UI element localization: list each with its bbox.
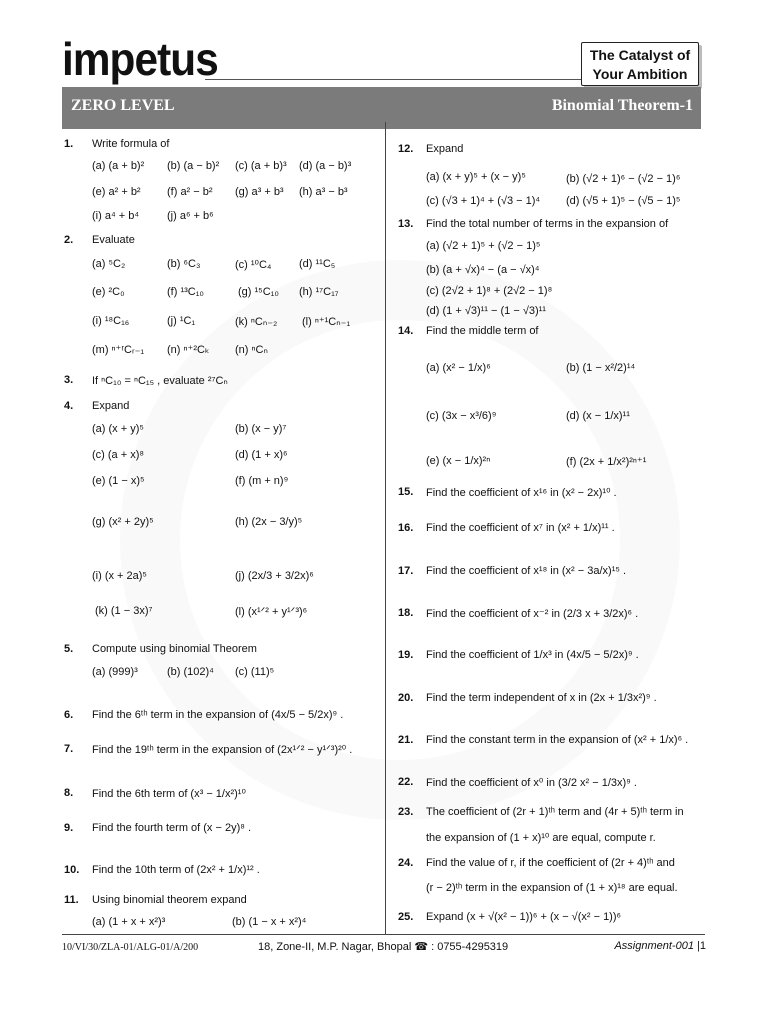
question-option: (a) (√2 + 1)⁵ + (√2 − 1)⁵	[426, 240, 541, 252]
question-option: (b) (x − y)⁷	[235, 423, 287, 435]
question-option: (k) (1 − 3x)⁷	[95, 605, 153, 617]
impetus-logo: impetus	[62, 33, 218, 85]
question-text: Find the constant term in the expansion of (x² + 1/x)⁶ .	[426, 734, 689, 746]
question-option: (d) (√5 + 1)⁵ − (√5 − 1)⁵	[566, 195, 681, 207]
question-text: Find the 6ᵗʰ term in the expansion of (4x/5 − 5/2x)⁹ .	[92, 709, 344, 721]
question-option: (h) a³ − b³	[299, 186, 348, 198]
question-text: Find the fourth term of (x − 2y)⁸ .	[92, 822, 252, 834]
question-option: (b) (a − b)²	[167, 160, 220, 172]
question-option: (h) (2x − 3/y)⁵	[235, 516, 303, 528]
question-option: (g) a³ + b³	[235, 186, 284, 198]
question-option: (f) ¹³C₁₀	[167, 286, 204, 298]
question-text: Expand	[426, 143, 464, 155]
question-number: 16.	[398, 522, 414, 534]
question-option: (m) ⁿ⁺ʳCᵣ₋₁	[92, 344, 145, 356]
question-option: (a) (x² − 1/x)⁶	[426, 362, 491, 374]
question-number: 22.	[398, 776, 414, 788]
footer-rule	[62, 934, 705, 935]
question-option: (b) ⁶C₃	[167, 258, 201, 270]
question-option: (a) (x + y)⁵ + (x − y)⁵	[426, 171, 526, 183]
page-number: |1	[697, 940, 706, 952]
question-option: (a) (1 + x + x²)³	[92, 916, 166, 928]
question-option: (f) (2x + 1/x²)²ⁿ⁺¹	[566, 456, 647, 468]
question-text: Find the 10th term of (2x² + 1/x)¹² .	[92, 864, 260, 876]
question-option: (c) ¹⁰C₄	[235, 259, 272, 271]
tagline-line-1: The Catalyst of	[589, 47, 691, 63]
question-number: 15.	[398, 486, 414, 498]
question-number: 12.	[398, 143, 414, 155]
question-option: (c) (a + x)⁸	[92, 449, 145, 461]
question-number: 23.	[398, 806, 414, 818]
question-text: Expand	[92, 400, 130, 412]
question-option: (i) a⁴ + b⁴	[92, 210, 140, 222]
question-text: Expand (x + √(x² − 1))⁶ + (x − √(x² − 1))⁶	[426, 911, 622, 923]
question-text: Find the coefficient of x¹⁶ in (x² − 2x)¹⁰ .	[426, 487, 617, 499]
question-number: 13.	[398, 218, 414, 230]
question-option: (l) (x¹ᐟ² + y¹ᐟ³)⁶	[235, 606, 308, 618]
question-number: 1.	[64, 138, 74, 150]
question-option: (b) (√2 + 1)⁶ − (√2 − 1)⁶	[566, 173, 681, 185]
question-option: (n) ⁿCₙ	[235, 344, 268, 356]
question-option: (c) (11)⁵	[235, 666, 275, 678]
question-text: the expansion of (1 + x)¹⁰ are equal, compute r.	[426, 832, 656, 844]
question-option: (d) (1 + √3)¹¹ − (1 − √3)¹¹	[426, 305, 546, 317]
question-text: Find the 19ᵗʰ term in the expansion of (2x¹ᐟ² − y¹ᐟ³)²⁰ .	[92, 744, 353, 756]
question-option: (k) ⁿCₙ₋₂	[235, 316, 278, 328]
question-option: (h) ¹⁷C₁₇	[299, 286, 339, 298]
tagline-line-2: Your Ambition	[592, 66, 688, 82]
tagline-box	[581, 42, 699, 86]
question-option: (e) ²C₀	[92, 286, 125, 298]
question-option: (b) (102)⁴	[167, 666, 214, 678]
question-option: (b) (a + √x)⁴ − (a − √x)⁴	[426, 264, 540, 276]
question-number: 24.	[398, 857, 414, 869]
question-text: (r − 2)ᵗʰ term in the expansion of (1 + x)¹⁸ are equal.	[426, 882, 678, 894]
question-option: (l) ⁿ⁺¹Cₙ₋₁	[302, 316, 351, 328]
question-option: (d) (1 + x)⁶	[235, 449, 288, 461]
question-option: (i) ¹⁸C₁₆	[92, 315, 130, 327]
question-option: (c) (√3 + 1)⁴ + (√3 − 1)⁴	[426, 195, 541, 207]
question-text: Find the middle term of	[426, 325, 539, 337]
question-option: (a) (a + b)²	[92, 160, 145, 172]
question-option: (b) (1 − x²/2)¹⁴	[566, 362, 636, 374]
question-option: (a) (999)³	[92, 666, 138, 678]
question-option: (j) ¹C₁	[167, 315, 196, 327]
question-text: Find the coefficient of x⁰ in (3/2 x² − 1/3x)⁹ .	[426, 777, 637, 789]
title-banner	[62, 87, 701, 129]
question-option: (c) (3x − x³/6)⁹	[426, 410, 497, 422]
question-option: (d) (x − 1/x)¹¹	[566, 410, 630, 422]
question-text: Find the total number of terms in the expansion of	[426, 218, 669, 230]
question-option: (c) (a + b)³	[235, 160, 287, 172]
assignment-number: Assignment-001	[614, 940, 694, 952]
question-text: Find the term independent of x in (2x + 1/3x²)⁹ .	[426, 692, 657, 704]
level-label: ZERO LEVEL	[71, 97, 175, 114]
question-number: 3.	[64, 374, 74, 386]
question-option: (b) (1 − x + x²)⁴	[232, 916, 307, 928]
question-option: (f) (m + n)⁹	[235, 475, 289, 487]
question-option: (d) ¹¹C₅	[299, 258, 336, 270]
question-number: 11.	[64, 894, 79, 906]
question-option: (d) (a − b)³	[299, 160, 352, 172]
question-number: 21.	[398, 734, 414, 746]
question-option: (g) (x² + 2y)⁵	[92, 516, 154, 528]
question-option: (f) a² − b²	[167, 186, 213, 198]
question-option: (e) a² + b²	[92, 186, 141, 198]
question-option: (e) (x − 1/x)²ⁿ	[426, 455, 491, 467]
question-number: 19.	[398, 649, 414, 661]
question-number: 20.	[398, 692, 414, 704]
question-text: Find the coefficient of x⁻² in (2/3 x + 3/2x)⁶ .	[426, 608, 639, 620]
question-number: 4.	[64, 400, 74, 412]
question-option: (j) (2x/3 + 3/2x)⁶	[235, 570, 314, 582]
document-code: 10/VI/30/ZLA-01/ALG-01/A/200	[62, 942, 199, 953]
question-number: 18.	[398, 607, 414, 619]
question-text: Find the coefficient of 1/x³ in (4x/5 − 5/2x)⁹ .	[426, 649, 639, 661]
question-text: The coefficient of (2r + 1)ᵗʰ term and (4r + 5)ᵗʰ term in	[426, 806, 684, 818]
question-text: Evaluate	[92, 234, 135, 246]
assignment-label	[614, 940, 706, 952]
question-option: (g) ¹⁵C₁₀	[238, 286, 279, 298]
question-number: 8.	[64, 787, 74, 799]
question-number: 5.	[64, 643, 74, 655]
footer-address: 18, Zone-II, M.P. Nagar, Bhopal ☎ : 0755-4295319	[258, 941, 509, 953]
question-number: 25.	[398, 911, 414, 923]
question-option: (a) ⁵C₂	[92, 258, 126, 270]
question-number: 6.	[64, 709, 74, 721]
column-divider	[385, 122, 386, 934]
question-option: (n) ⁿ⁺²Cₖ	[167, 344, 210, 356]
question-number: 2.	[64, 234, 74, 246]
question-option: (c) (2√2 + 1)⁸ + (2√2 − 1)⁸	[426, 285, 553, 297]
question-text: Compute using binomial Theorem	[92, 643, 257, 655]
question-text: Find the value of r, if the coefficient of (2r + 4)ᵗʰ and	[426, 857, 675, 869]
question-text: Write formula of	[92, 138, 170, 150]
question-option: (i) (x + 2a)⁵	[92, 570, 147, 582]
question-option: (e) (1 − x)⁵	[92, 475, 145, 487]
question-number: 7.	[64, 743, 74, 755]
question-text: Find the coefficient of x¹⁸ in (x² − 3a/x)¹⁵ .	[426, 565, 627, 577]
question-number: 10.	[64, 864, 80, 876]
question-text: Find the coefficient of x⁷ in (x² + 1/x)¹¹ .	[426, 522, 615, 534]
header-rule	[205, 79, 585, 80]
question-option: (a) (x + y)⁵	[92, 423, 144, 435]
question-text: Using binomial theorem expand	[92, 894, 247, 906]
question-text: Find the 6th term of (x³ − 1/x²)¹⁰	[92, 788, 246, 800]
question-option: (j) a⁶ + b⁶	[167, 210, 214, 222]
question-number: 9.	[64, 822, 74, 834]
question-text: If ⁿC₁₀ = ⁿC₁₅ , evaluate ²⁷Cₙ	[92, 375, 228, 387]
question-number: 14.	[398, 325, 414, 337]
topic-title: Binomial Theorem-1	[551, 97, 693, 114]
question-number: 17.	[398, 565, 414, 577]
